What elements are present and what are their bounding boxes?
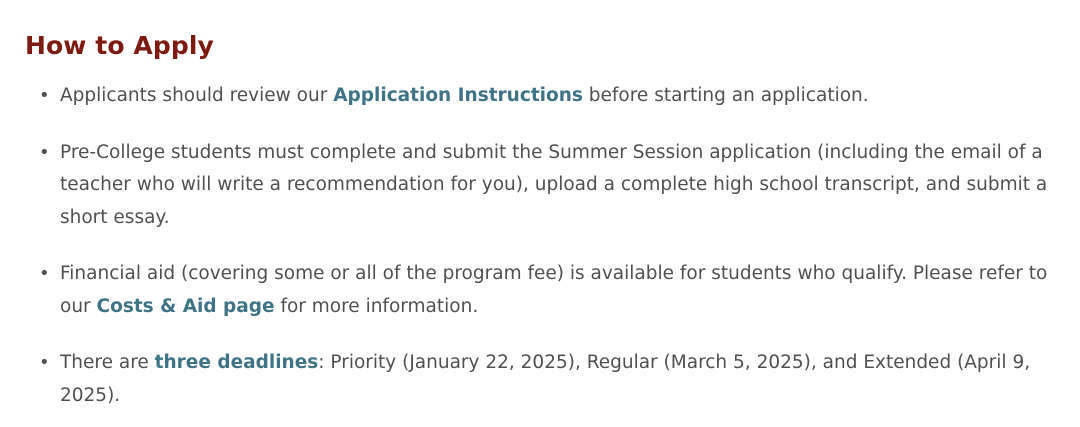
- item-text-post: : Priority (January 22, 2025), Regular (March 5, 2025), and Extended (April 9, 2025).: [60, 352, 1031, 406]
- bullet-icon: •: [39, 141, 50, 163]
- item-text-pre: There are: [60, 352, 155, 373]
- item-text: Pre-College students must complete and submit the Summer Session application (including the email of a teacher who will write a recommendation for you), upload a complete high school transcript, and submit a short essay.: [60, 141, 1048, 228]
- list-item-review-instructions: [25, 80, 1056, 113]
- apply-steps-list: [25, 80, 1056, 412]
- list-item-financial-aid: [25, 258, 1056, 323]
- item-text-post: for more information.: [274, 295, 479, 317]
- three-deadlines-link[interactable]: three deadlines: [154, 352, 319, 373]
- bullet-icon: •: [39, 85, 50, 106]
- application-instructions-link[interactable]: Application Instructions: [333, 85, 583, 106]
- costs-aid-page-link[interactable]: Costs & Aid page: [96, 295, 275, 317]
- section-heading: How to Apply: [25, 31, 214, 60]
- list-item-deadlines: [25, 347, 1056, 412]
- bullet-icon: •: [39, 263, 50, 284]
- bullet-icon: •: [39, 352, 50, 373]
- list-item-pre-college-requirements: [25, 137, 1056, 235]
- item-text-post: before starting an application.: [582, 85, 869, 106]
- item-text-pre: Financial aid (covering some or all of the program fee) is available for students who qualify. Please refer to our: [60, 263, 1048, 317]
- item-text-pre: Applicants should review our: [60, 85, 334, 106]
